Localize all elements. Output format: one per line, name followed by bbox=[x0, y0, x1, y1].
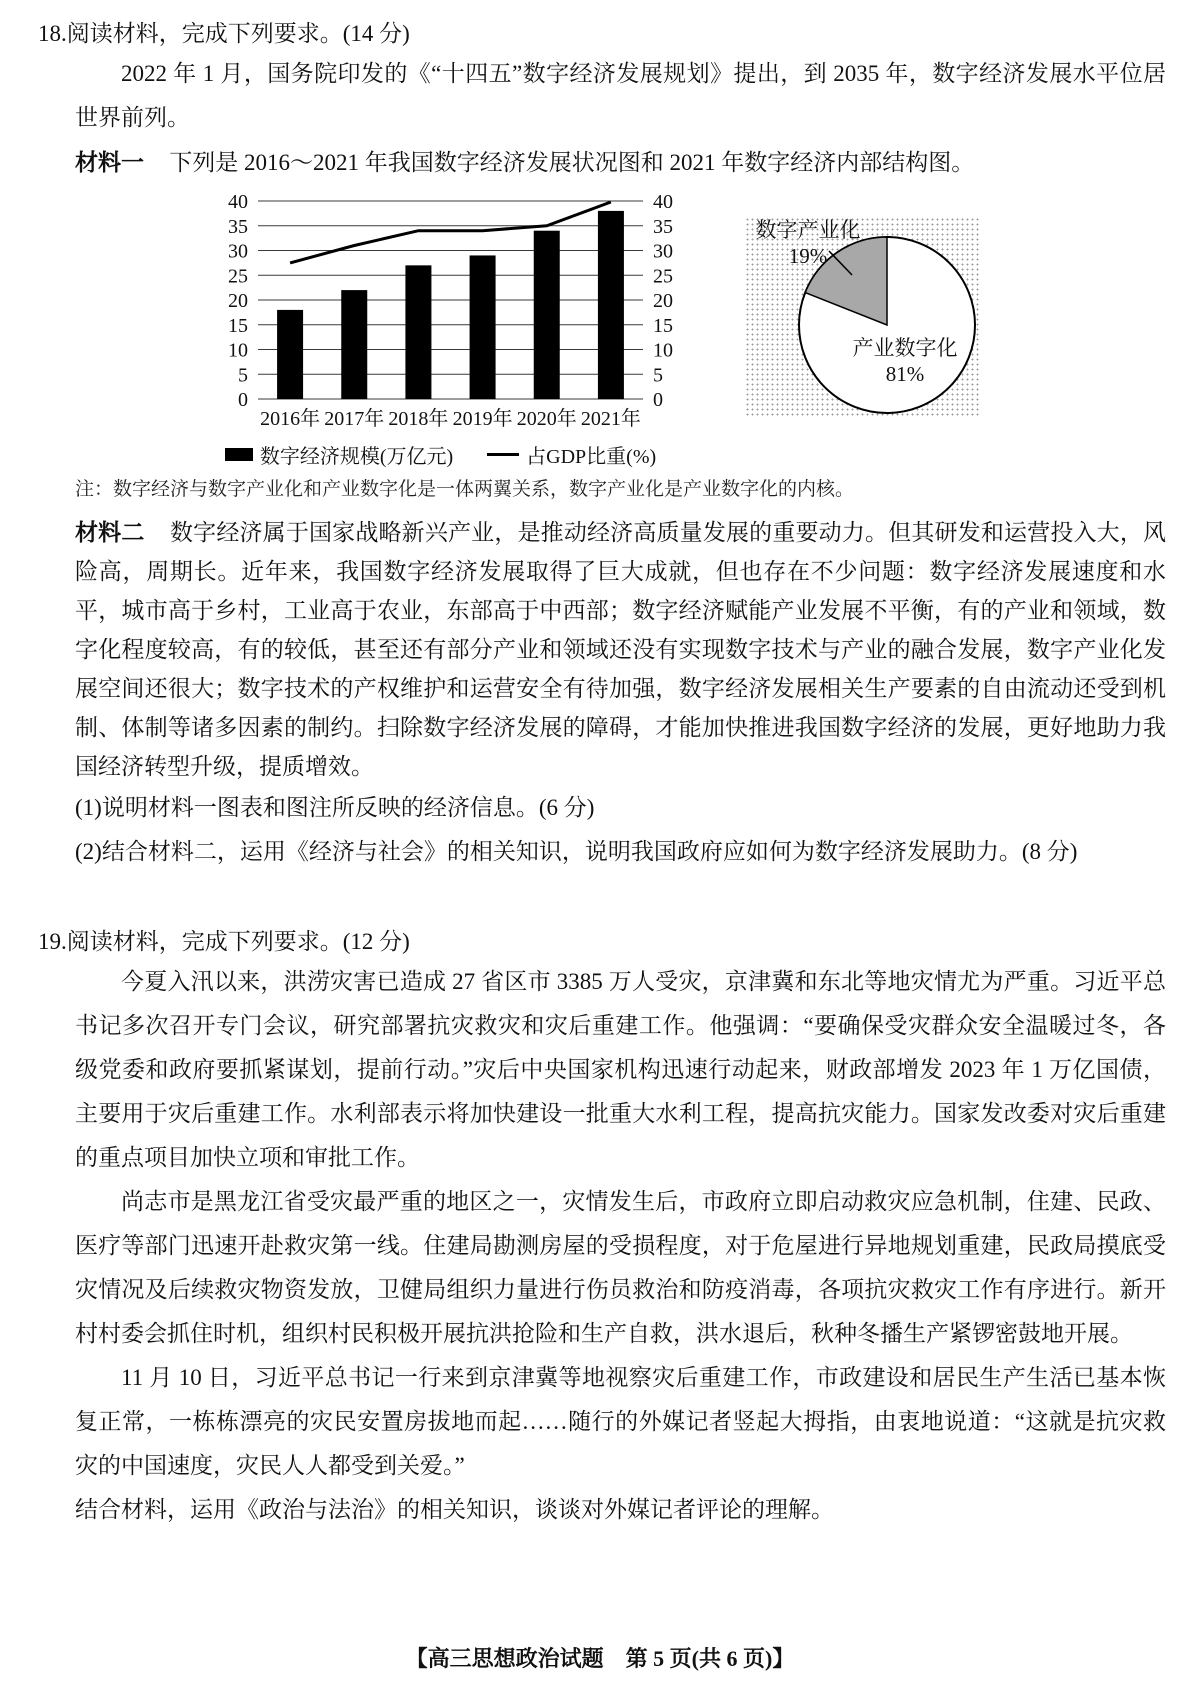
svg-text:35: 35 bbox=[228, 215, 248, 238]
pie-label-industry-digitalization bbox=[843, 335, 967, 387]
legend-item-gdp-share bbox=[487, 440, 656, 469]
svg-text:2018年: 2018年 bbox=[388, 408, 449, 430]
pie-slice-name: 产业数字化 bbox=[852, 336, 958, 360]
svg-text:2016年: 2016年 bbox=[260, 408, 321, 430]
q18-subquestion-2: (2)结合材料二，运用《经济与社会》的相关知识，说明我国政府应如何为数字经济发展助力。(8 分) bbox=[75, 839, 1078, 864]
svg-text:15: 15 bbox=[653, 314, 673, 337]
svg-text:0: 0 bbox=[653, 389, 663, 411]
svg-text:25: 25 bbox=[228, 265, 248, 288]
svg-text:10: 10 bbox=[653, 339, 673, 362]
legend-item-scale bbox=[225, 440, 453, 469]
svg-text:40: 40 bbox=[228, 193, 248, 213]
digital-economy-bar-line-chart bbox=[188, 193, 693, 433]
q18-header: 18.阅读材料，完成下列要求。(14 分) bbox=[38, 21, 410, 46]
svg-text:2020年: 2020年 bbox=[516, 408, 577, 430]
q18-subquestion-1: (1)说明材料一图表和图注所反映的经济信息。(6 分) bbox=[75, 795, 595, 820]
svg-text:2019年: 2019年 bbox=[452, 408, 513, 430]
chart-legend bbox=[188, 440, 693, 469]
q19-task: 结合材料，运用《政治与法治》的相关知识，谈谈对外媒记者评论的理解。 bbox=[75, 1497, 834, 1522]
material-two-text: 数字经济属于国家战略新兴产业，是推动经济高质量发展的重要动力。但其研发和运营投入大，风险高，周期长。近年来，我国数字经济发展取得了巨大成就，但也存在不少问题：数字经济发展速度和水平，城市高于乡村，工业高于农业，东部高于中西部；数字经济赋能产业发展不平衡，有的产业和领域，数字化程度较高，有的较低，甚至还有部分产业和领域还没有实现数字技术与产业的融合发展，数字产业化发展空间还很大；数字技术的产权维护和运营安全有待加强，数字经济发展相关生产要素的自由流动还受到机制、体制等诸多因素的制约。扫除数字经济发展的障碍，才能加快推进我国数字经济的发展，更好地助力我国经济转型升级，提质增效。 bbox=[75, 520, 1167, 779]
svg-text:40: 40 bbox=[653, 193, 673, 213]
bar-line-chart-block bbox=[188, 193, 693, 469]
svg-text:5: 5 bbox=[238, 364, 248, 387]
svg-text:0: 0 bbox=[238, 389, 248, 411]
svg-text:15: 15 bbox=[228, 314, 248, 337]
question-19 bbox=[38, 924, 1166, 1532]
figure-note: 注：数字经济与数字产业化和产业数字化是一体两翼关系，数字产业化是产业数字化的内核。 bbox=[75, 479, 855, 500]
pie-chart-block bbox=[745, 217, 980, 417]
svg-text:10: 10 bbox=[228, 339, 248, 362]
legend-label-gdp-share: 占GDP比重(%) bbox=[526, 446, 657, 468]
page-footer: 【高三思想政治试题 第 5 页(共 6 页)】 bbox=[405, 1646, 795, 1671]
svg-text:25: 25 bbox=[653, 265, 673, 288]
q19-paragraph-2: 尚志市是黑龙江省受灾最严重的地区之一，灾情发生后，市政府立即启动救灾应急机制，住建、民政、医疗等部门迅速开赴救灾第一线。住建局勘测房屋的受损程度，对于危屋进行异地规划重建，民政局摸底受灾情况及后续救灾物资发放，卫健局组织力量进行伤员救治和防疫消毒，各项抗灾救灾工作有序进行。新开村村委会抓住时机，组织村民积极开展抗洪抢险和生产自救，洪水退后，秋种冬播生产紧锣密鼓地开展。 bbox=[75, 1189, 1166, 1346]
q19-paragraph-3: 11 月 10 日，习近平总书记一行来到京津冀等地视察灾后重建工作，市政建设和居民生产生活已基本恢复正常，一栋栋漂亮的灾民安置房拔地而起……随行的外媒记者竖起大拇指，由衷地说道：“这就是抗灾救灾的中国速度，灾民人人都受到关爱。” bbox=[75, 1365, 1166, 1478]
svg-text:20: 20 bbox=[653, 290, 673, 312]
svg-text:35: 35 bbox=[653, 215, 673, 238]
line-swatch-icon bbox=[487, 453, 519, 456]
bar-swatch-icon bbox=[225, 448, 253, 461]
q18-material-two bbox=[75, 513, 1166, 786]
svg-text:30: 30 bbox=[228, 240, 248, 263]
material-one-figures bbox=[188, 193, 1166, 469]
material-one-label: 材料一 bbox=[75, 149, 144, 175]
svg-text:2017年: 2017年 bbox=[324, 408, 385, 430]
q19-paragraph-1: 今夏入汛以来，洪涝灾害已造成 27 省区市 3385 万人受灾，京津冀和东北等地灾情尤为严重。习近平总书记多次召开专门会议，研究部署抗灾救灾和灾后重建工作。他强调：“要确保受灾群众安全温暖过冬，各级党委和政府要抓紧谋划，提前行动。”灾后中央国家机构迅速行动起来，财政部增发 2023 年 1 万亿国债，主要用于灾后重建工作。水利部表示将加快建设一批重大水利工程，提高抗灾能力。国家发改委对灾后重建的重点项目加快立项和审批工作。 bbox=[75, 969, 1166, 1170]
section-gap bbox=[38, 874, 1166, 924]
svg-text:30: 30 bbox=[653, 240, 673, 263]
pie-label-digital-industrialization bbox=[747, 217, 869, 269]
svg-text:2021年: 2021年 bbox=[580, 408, 641, 430]
question-18 bbox=[38, 16, 1166, 874]
material-one-text: 下列是 2016～2021 年我国数字经济发展状况图和 2021 年数字经济内部结构图。 bbox=[169, 150, 975, 175]
pie-slice-percent: 19% bbox=[788, 244, 828, 268]
legend-label-scale: 数字经济规模(万亿元) bbox=[259, 446, 454, 468]
pie-slice-percent: 81% bbox=[885, 362, 925, 386]
svg-text:5: 5 bbox=[653, 364, 663, 387]
material-two-label: 材料二 bbox=[75, 519, 145, 545]
svg-text:20: 20 bbox=[228, 290, 248, 312]
q18-material-one-line bbox=[75, 140, 1166, 185]
pie-slice-name: 数字产业化 bbox=[755, 218, 861, 242]
q19-header: 19.阅读材料，完成下列要求。(12 分) bbox=[38, 929, 410, 954]
q18-intro: 2022 年 1 月，国务院印发的《“十四五”数字经济发展规划》提出，到 2035 年，数字经济发展水平位居世界前列。 bbox=[75, 61, 1166, 130]
